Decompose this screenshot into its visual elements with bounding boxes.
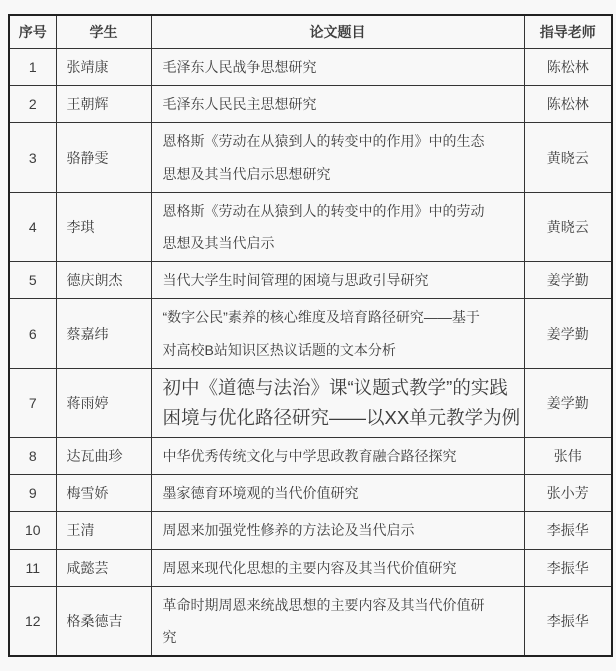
table-row <box>9 586 612 656</box>
table-row <box>9 437 612 474</box>
student-name-cell: 李琪 <box>56 192 151 261</box>
advisor-cell: 黄晓云 <box>524 123 612 192</box>
table-row <box>9 299 612 368</box>
thesis-title-cell: 毛泽东人民战争思想研究 <box>151 49 524 86</box>
advisor-cell: 李振华 <box>524 586 612 656</box>
advisor-cell: 李振华 <box>524 549 612 586</box>
row-number-cell: 5 <box>9 262 56 299</box>
advisor-cell: 黄晓云 <box>524 192 612 261</box>
student-name-cell: 蔡嘉纬 <box>56 299 151 368</box>
table-row <box>9 192 612 261</box>
thesis-title-cell: 恩格斯《劳动在从猿到人的转变中的作用》中的生态思想及其当代启示思想研究 <box>151 123 524 192</box>
table-row <box>9 262 612 299</box>
row-number-cell: 10 <box>9 512 56 549</box>
table-row <box>9 123 612 192</box>
student-name-cell: 骆静雯 <box>56 123 151 192</box>
header-serial-number: 序号 <box>9 15 56 49</box>
table-row <box>9 475 612 512</box>
row-number-cell: 7 <box>9 368 56 437</box>
thesis-assignment-table-container <box>8 14 613 657</box>
row-number-cell: 12 <box>9 586 56 656</box>
thesis-title-cell: “数字公民”素养的核心维度及培育路径研究——基于对高校B站知识区热议话题的文本分析 <box>151 299 524 368</box>
header-thesis-title: 论文题目 <box>151 15 524 49</box>
student-name-cell: 张靖康 <box>56 49 151 86</box>
row-number-cell: 9 <box>9 475 56 512</box>
advisor-cell: 张小芳 <box>524 475 612 512</box>
table-row <box>9 49 612 86</box>
thesis-title-cell: 当代大学生时间管理的困境与思政引导研究 <box>151 262 524 299</box>
thesis-assignment-table <box>8 14 613 657</box>
table-header-row <box>9 15 612 49</box>
student-name-cell: 德庆朗杰 <box>56 262 151 299</box>
thesis-title-cell-large-text: 初中《道德与法治》课“议题式教学”的实践困境与优化路径研究——以XX单元教学为例 <box>151 368 524 437</box>
thesis-title-cell: 恩格斯《劳动在从猿到人的转变中的作用》中的劳动思想及其当代启示 <box>151 192 524 261</box>
row-number-cell: 11 <box>9 549 56 586</box>
header-advisor: 指导老师 <box>524 15 612 49</box>
student-name-cell: 蒋雨婷 <box>56 368 151 437</box>
student-name-cell: 格桑德吉 <box>56 586 151 656</box>
row-number-cell: 4 <box>9 192 56 261</box>
row-number-cell: 2 <box>9 86 56 123</box>
student-name-cell: 王朝辉 <box>56 86 151 123</box>
thesis-title-cell: 中华优秀传统文化与中学思政教育融合路径探究 <box>151 437 524 474</box>
student-name-cell: 王清 <box>56 512 151 549</box>
header-student: 学生 <box>56 15 151 49</box>
thesis-title-cell: 周恩来加强党性修养的方法论及当代启示 <box>151 512 524 549</box>
student-name-cell: 梅雪娇 <box>56 475 151 512</box>
table-row <box>9 549 612 586</box>
advisor-cell: 陈松林 <box>524 49 612 86</box>
row-number-cell: 1 <box>9 49 56 86</box>
advisor-cell: 张伟 <box>524 437 612 474</box>
row-number-cell: 6 <box>9 299 56 368</box>
student-name-cell: 达瓦曲珍 <box>56 437 151 474</box>
advisor-cell: 陈松林 <box>524 86 612 123</box>
thesis-title-cell: 墨家德育环境观的当代价值研究 <box>151 475 524 512</box>
advisor-cell: 姜学勤 <box>524 299 612 368</box>
advisor-cell: 姜学勤 <box>524 368 612 437</box>
table-row <box>9 368 612 437</box>
row-number-cell: 3 <box>9 123 56 192</box>
student-name-cell: 咸懿芸 <box>56 549 151 586</box>
advisor-cell: 姜学勤 <box>524 262 612 299</box>
table-row <box>9 512 612 549</box>
thesis-title-cell: 周恩来现代化思想的主要内容及其当代价值研究 <box>151 549 524 586</box>
advisor-cell: 李振华 <box>524 512 612 549</box>
thesis-title-cell: 毛泽东人民民主思想研究 <box>151 86 524 123</box>
thesis-title-cell: 革命时期周恩来统战思想的主要内容及其当代价值研究 <box>151 586 524 656</box>
row-number-cell: 8 <box>9 437 56 474</box>
table-row <box>9 86 612 123</box>
